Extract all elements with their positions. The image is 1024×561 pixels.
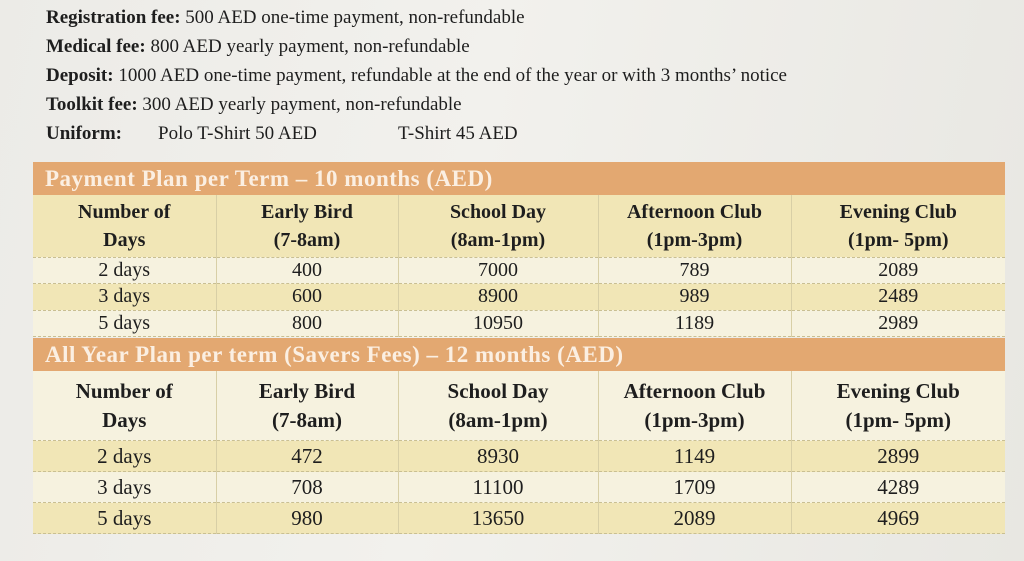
- table-row: [33, 503, 1005, 534]
- header-line: School Day: [449, 200, 547, 223]
- table-title: All Year Plan per term (Savers Fees) – 12 months (AED): [33, 338, 1005, 371]
- table-cell: 800: [216, 310, 398, 336]
- uniform-tshirt-price: T-Shirt 45 AED: [398, 123, 518, 144]
- table-cell: 4969: [791, 503, 1005, 534]
- table-cell: 708: [216, 472, 398, 503]
- table-title-row: [33, 338, 1005, 371]
- table-title-row: [33, 162, 1005, 195]
- header-line: (1pm- 5pm): [847, 228, 949, 251]
- column-header: [598, 371, 791, 441]
- table-cell: 5 days: [33, 503, 216, 534]
- registration-fee-label: Registration fee:: [46, 7, 181, 28]
- column-header: [33, 371, 216, 441]
- table-cell: 8900: [398, 284, 598, 310]
- toolkit-fee-text: 300 AED yearly payment, non-refundable: [137, 94, 462, 115]
- column-header: [791, 371, 1005, 441]
- table-cell: 4289: [791, 472, 1005, 503]
- column-header: [398, 195, 598, 257]
- header-line: (1pm-3pm): [646, 228, 743, 251]
- column-header: [598, 195, 791, 257]
- header-line: Early Bird: [258, 378, 356, 403]
- toolkit-fee-line: [46, 90, 787, 119]
- column-header: [791, 195, 1005, 257]
- table-cell: 2089: [598, 503, 791, 534]
- registration-fee-text: 500 AED one-time payment, non-refundable: [180, 7, 525, 28]
- table-header-row: [33, 195, 1005, 257]
- table-row: [33, 441, 1005, 472]
- payment-plan-table: [33, 162, 1005, 337]
- table-cell: 2989: [791, 310, 1005, 336]
- header-line: Evening Club: [839, 200, 957, 223]
- uniform-line: [46, 119, 787, 148]
- table-cell: 980: [216, 503, 398, 534]
- table-cell: 1709: [598, 472, 791, 503]
- table-cell: 2899: [791, 441, 1005, 472]
- table-header-row: [33, 371, 1005, 441]
- header-line: (1pm- 5pm): [845, 407, 952, 432]
- uniform-label: Uniform:: [46, 123, 122, 144]
- table-cell: 7000: [398, 257, 598, 283]
- header-line: School Day: [447, 378, 549, 403]
- table-cell: 989: [598, 284, 791, 310]
- table-cell: 1189: [598, 310, 791, 336]
- table-cell: 472: [216, 441, 398, 472]
- header-line: Number of: [75, 378, 173, 403]
- header-line: Days: [102, 407, 147, 432]
- header-line: (7-8am): [273, 228, 341, 251]
- column-header: [398, 371, 598, 441]
- deposit-text: 1000 AED one-time payment, refundable at the end of the year or with 3 months’ notice: [113, 65, 787, 86]
- uniform-polo-price: Polo T-Shirt 50 AED: [158, 123, 317, 144]
- header-line: Afternoon Club: [623, 378, 766, 403]
- header-line: (7-8am): [272, 407, 342, 432]
- table-cell: 400: [216, 257, 398, 283]
- header-line: (1pm-3pm): [644, 407, 745, 432]
- table-cell: 2 days: [33, 257, 216, 283]
- table-row: [33, 472, 1005, 503]
- medical-fee-text: 800 AED yearly payment, non-refundable: [145, 36, 470, 57]
- table-cell: 2489: [791, 284, 1005, 310]
- header-line: Evening Club: [836, 378, 960, 403]
- column-header: [216, 195, 398, 257]
- column-header: [216, 371, 398, 441]
- table-title: Payment Plan per Term – 10 months (AED): [33, 162, 1005, 195]
- table-row: [33, 310, 1005, 336]
- header-line: Days: [103, 228, 146, 251]
- header-line: Afternoon Club: [626, 200, 762, 223]
- header-line: Early Bird: [261, 200, 353, 223]
- table-cell: 789: [598, 257, 791, 283]
- deposit-line: [46, 61, 787, 90]
- column-header: [33, 195, 216, 257]
- header-line: (8am-1pm): [450, 228, 546, 251]
- table-cell: 10950: [398, 310, 598, 336]
- registration-fee-line: [46, 3, 787, 32]
- header-line: (8am-1pm): [448, 407, 548, 432]
- table-cell: 5 days: [33, 310, 216, 336]
- table-cell: 3 days: [33, 472, 216, 503]
- medical-fee-label: Medical fee:: [46, 36, 146, 57]
- table-cell: 2 days: [33, 441, 216, 472]
- table-cell: 3 days: [33, 284, 216, 310]
- table-cell: 2089: [791, 257, 1005, 283]
- header-line: Number of: [78, 200, 171, 223]
- table-cell: 11100: [398, 472, 598, 503]
- table-row: [33, 257, 1005, 283]
- table-cell: 600: [216, 284, 398, 310]
- toolkit-fee-label: Toolkit fee:: [46, 94, 138, 115]
- table-cell: 8930: [398, 441, 598, 472]
- deposit-label: Deposit:: [46, 65, 114, 86]
- all-year-plan-table: [33, 338, 1005, 534]
- table-cell: 1149: [598, 441, 791, 472]
- fee-list: [46, 3, 787, 148]
- table-cell: 13650: [398, 503, 598, 534]
- table-row: [33, 284, 1005, 310]
- medical-fee-line: [46, 32, 787, 61]
